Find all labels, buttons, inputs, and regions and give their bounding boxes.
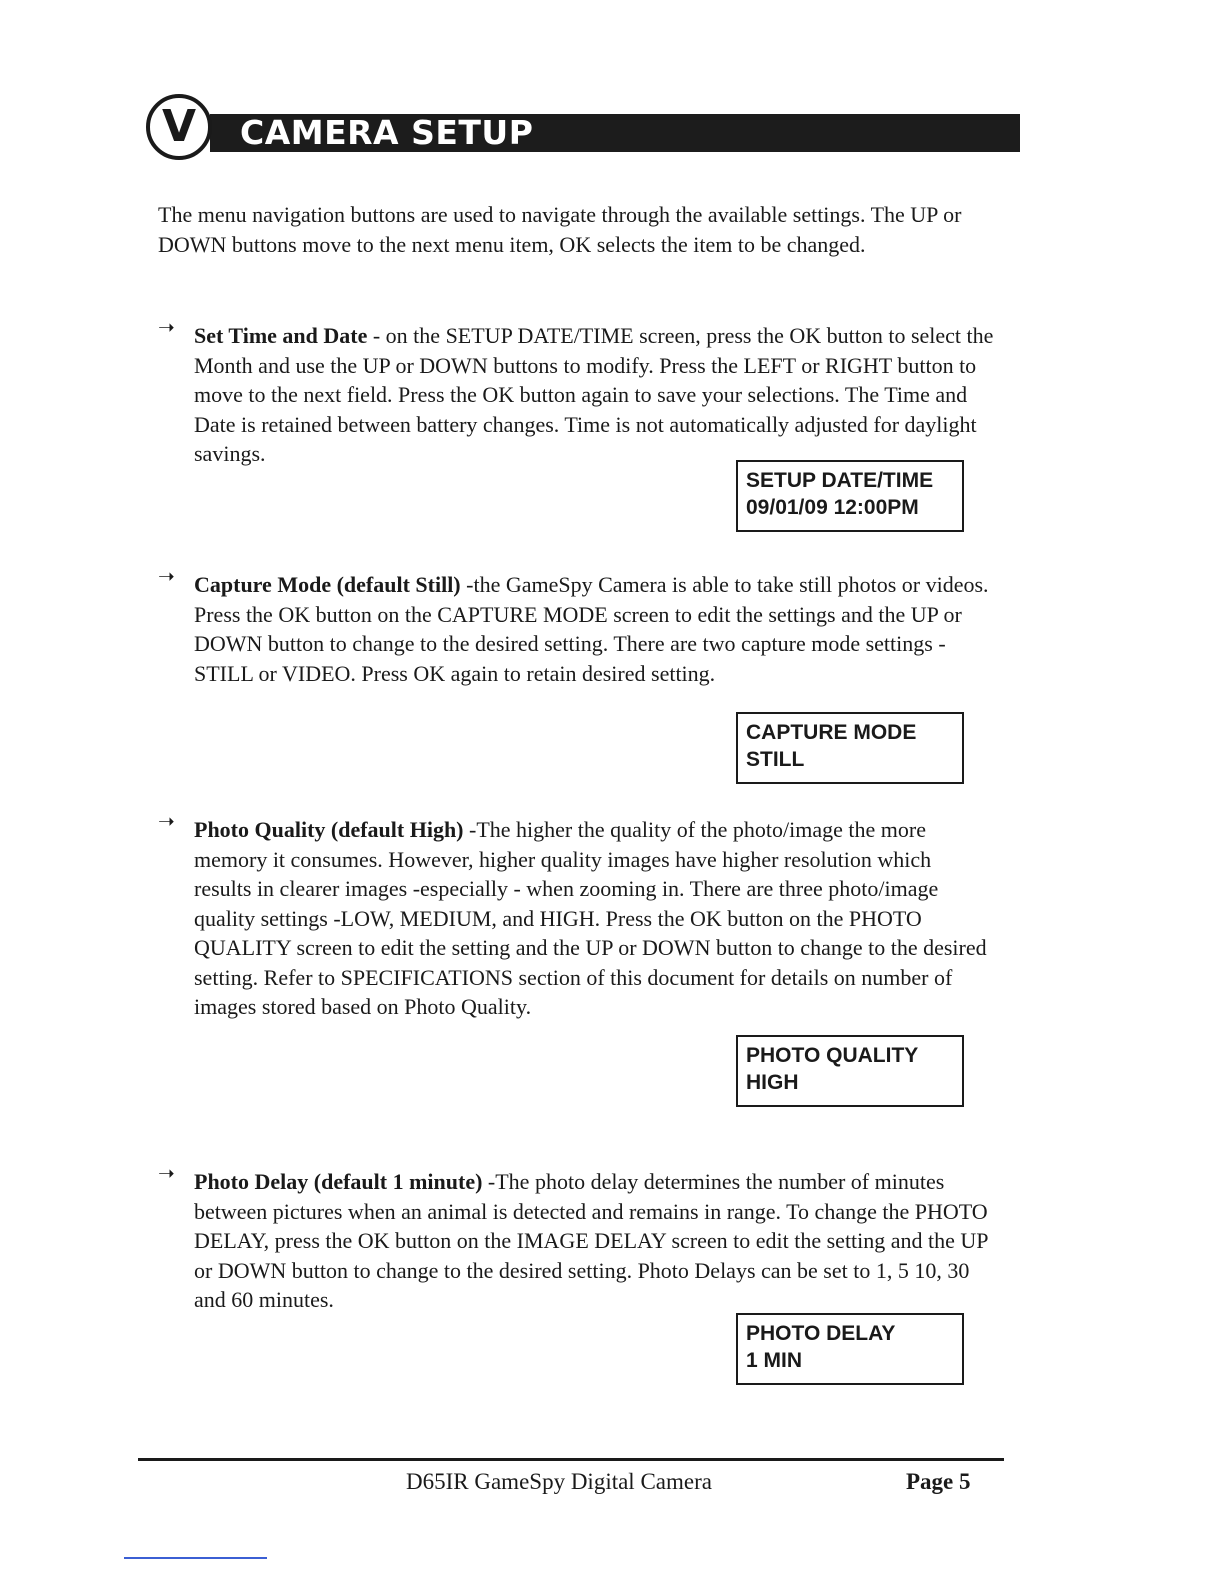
arrow-right-icon: ➝ [158, 315, 175, 339]
section-heading: Photo Delay (default 1 minute) [194, 1169, 483, 1194]
lcd-screen-capture-mode [736, 712, 964, 784]
lcd-screen-photo-delay [736, 1313, 964, 1385]
section-heading: Set Time and Date [194, 323, 368, 348]
lcd-line-2: 09/01/09 12:00PM [746, 496, 919, 519]
section-body: -The higher the quality of the photo/image the more memory it consumes. However, higher quality images have higher resolution which results in clearer images -especially - when zooming in. There are three photo/image quality settings -LOW, MEDIUM, and HIGH. Press the OK button on the PHOTO QUALITY screen to edit the setting and the UP or DOWN button to change to the desired setting. Refer to SPECIFICATIONS section of this document for details on number of images stored based on Photo Quality. [194, 817, 987, 1019]
arrow-right-icon: ➝ [158, 809, 175, 833]
intro-paragraph: The menu navigation buttons are used to navigate through the available settings. The UP or DOWN buttons move to the next menu item, OK selects the item to be changed. [158, 202, 962, 257]
section-heading: Capture Mode (default Still) [194, 572, 461, 597]
lcd-line-1: PHOTO QUALITY [746, 1044, 919, 1067]
section-text [194, 321, 994, 469]
section-title: CAMERA SETUP [240, 113, 534, 152]
section-body: -The photo delay determines the number of minutes between pictures when an animal is detected and remains in range. To change the PHOTO DELAY, press the OK button on the IMAGE DELAY screen to edit the setting and the UP or DOWN button to change to the desired setting. Photo Delays can be set to 1, 5 10, 30 and 60 minutes. [194, 1169, 988, 1312]
lcd-line-2: HIGH [746, 1071, 799, 1094]
arrow-right-icon: ➝ [158, 1161, 175, 1185]
lcd-line-1: SETUP DATE/TIME [746, 469, 934, 492]
section-text [194, 1167, 994, 1315]
section-body: -the GameSpy Camera is able to take still photos or videos. Press the OK button on the CAPTURE MODE screen to edit the settings and the UP or DOWN button to change to the desired setting. There are two capture mode settings -STILL or VIDEO. Press OK again to retain desired setting. [194, 572, 989, 686]
section-body: - on the SETUP DATE/TIME screen, press the OK button to select the Month and use the UP or DOWN buttons to modify. Press the LEFT or RIGHT button to move to the next field. Press the OK button again to save your selections. The Time and Date is retained between battery changes. Time is not automatically adjusted for daylight savings. [194, 323, 994, 466]
lcd-screen-photo-quality [736, 1035, 964, 1107]
section-badge [146, 94, 212, 160]
lcd-line-1: PHOTO DELAY [746, 1322, 896, 1345]
footer-page-number: Page 5 [906, 1469, 971, 1494]
page-edge-rule [124, 1557, 267, 1559]
section-text [194, 815, 994, 1022]
arrow-right-icon: ➝ [158, 564, 175, 588]
footer-document-title: D65IR GameSpy Digital Camera [406, 1469, 712, 1494]
lcd-line-2: 1 MIN [746, 1349, 803, 1372]
lcd-line-1: CAPTURE MODE [746, 721, 917, 744]
section-badge-letter: V [161, 101, 197, 152]
lcd-line-2: STILL [746, 748, 805, 771]
footer-divider [138, 1458, 1004, 1461]
section-text [194, 570, 994, 688]
lcd-screen-setup-date-time [736, 460, 964, 532]
section-heading: Photo Quality (default High) [194, 817, 464, 842]
